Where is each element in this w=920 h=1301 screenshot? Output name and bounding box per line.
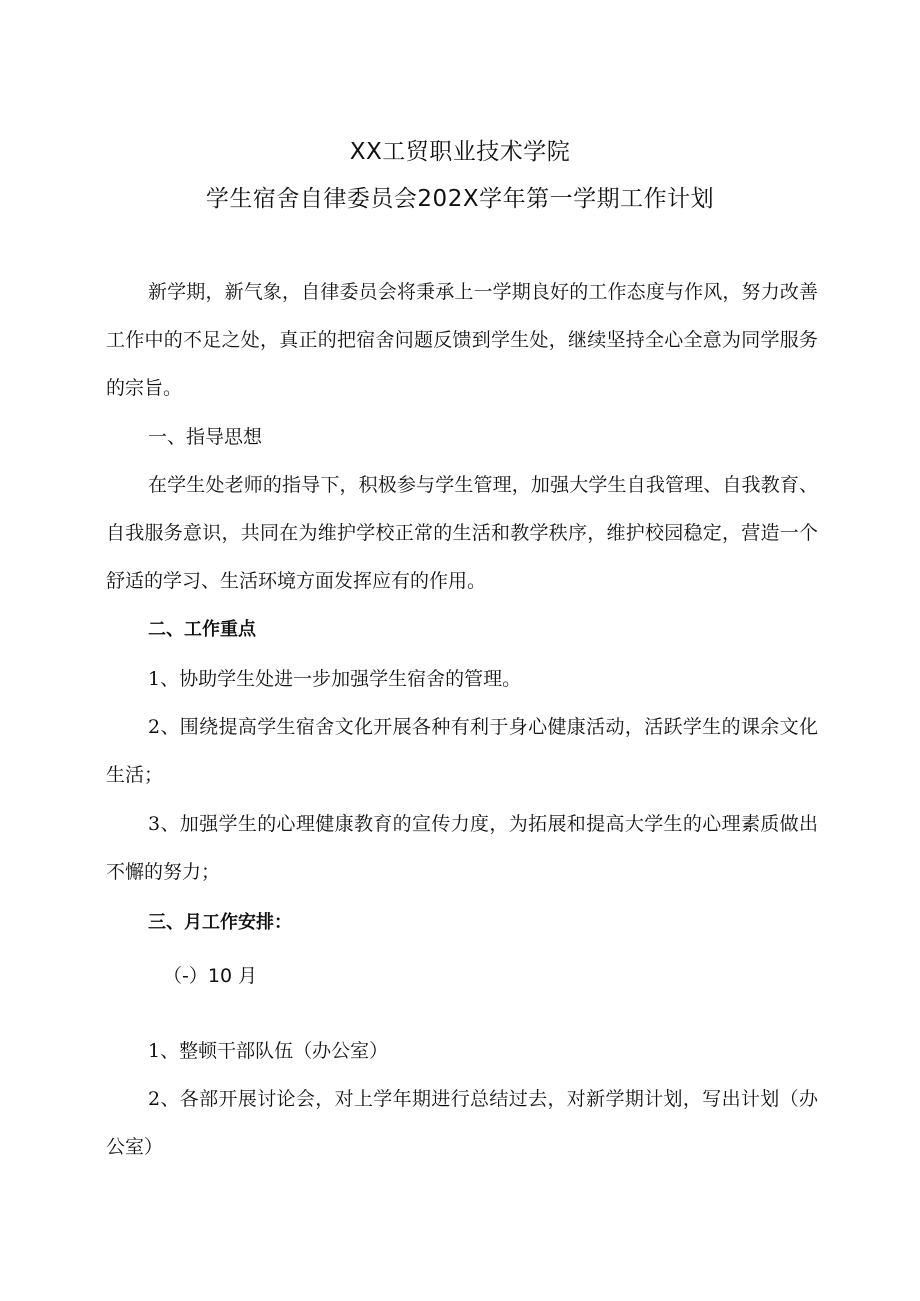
month-heading: （-）10 月 — [163, 965, 258, 987]
section3-item-2: 2、各部开展讨论会，对上学年期进行总结过去，对新学期计划，写出计划（办公室） — [106, 1088, 818, 1158]
section1-body: 在学生处老师的指导下，积极参与学生管理，加强大学生自我管理、自我教育、自我服务意识，共同在为维护学校正常的生活和教学秩序，维护校园稳定，营造一个舒适的学习、生活环境方面发挥应有的作用。 — [106, 474, 818, 592]
document-title: 学生宿舍自律委员会202X学年第一学期工作计划 — [205, 186, 715, 212]
section2-heading: 二、工作重点 — [148, 619, 256, 640]
school-name: XX工贸职业技术学院 — [349, 139, 571, 165]
section3-item-1: 1、整顿干部队伍（办公室） — [148, 1040, 389, 1062]
section2-item-1: 1、协助学生处进一步加强学生宿舍的管理。 — [148, 668, 522, 690]
section2-item-2: 2、围绕提高学生宿舍文化开展各种有利于身心健康活动，活跃学生的课余文化生活； — [106, 716, 818, 786]
section1-heading: 一、指导思想 — [148, 426, 263, 448]
section3-heading: 三、月工作安排： — [148, 912, 292, 933]
intro-paragraph: 新学期，新气象，自律委员会将秉承上一学期良好的工作态度与作风，努力改善工作中的不足之处，真正的把宿舍问题反馈到学生处，继续坚持全心全意为同学服务的宗旨。 — [106, 281, 818, 399]
section2-item-3: 3、加强学生的心理健康教育的宣传力度，为拓展和提高大学生的心理素质做出不懈的努力； — [106, 813, 818, 883]
